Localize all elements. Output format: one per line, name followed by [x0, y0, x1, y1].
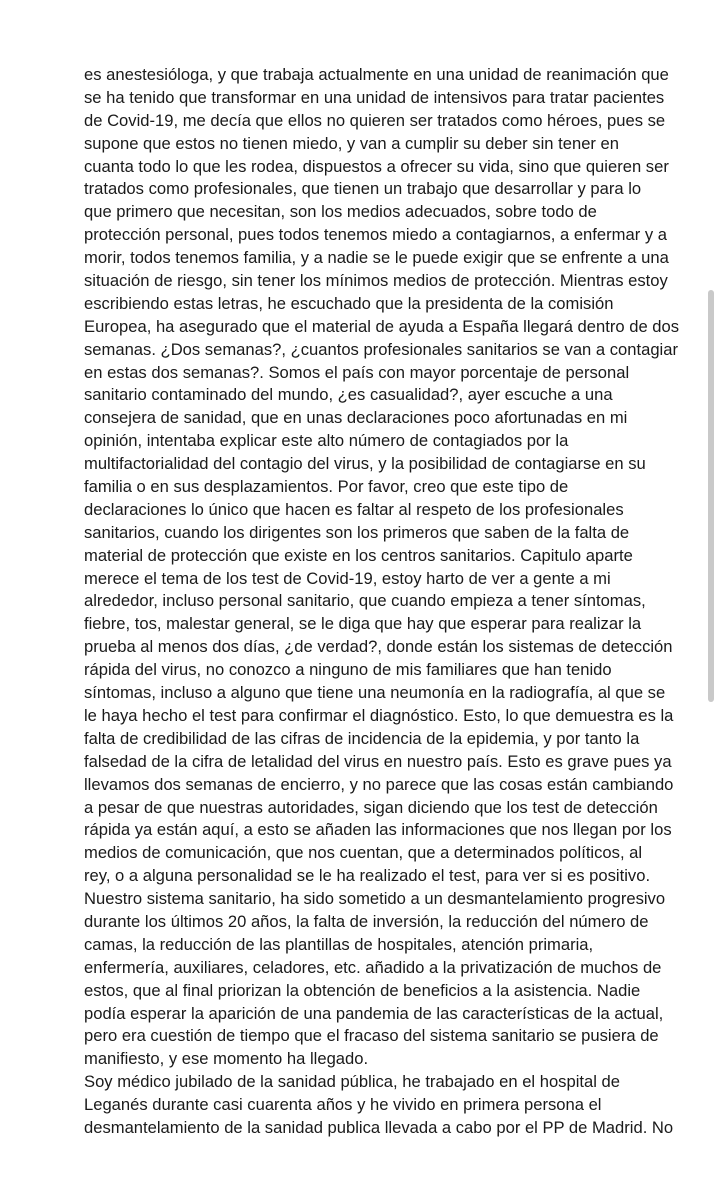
scrollbar-thumb[interactable]: [708, 290, 714, 702]
text-line: rápida ya están aquí, a esto se añaden las informaciones que nos llegan por los: [84, 820, 672, 840]
text-line: camas, la reducción de las plantillas de hospitales, atención primaria,: [84, 934, 594, 954]
text-line: tratados como profesionales, que tienen un trabajo que desarrollar y para lo: [84, 179, 642, 199]
text-line: situación de riesgo, sin tener los mínimos medios de protección. Mientras estoy: [84, 271, 668, 291]
text-line: durante los últimos 20 años, la falta de inversión, la reducción del número de: [84, 911, 649, 931]
text-line: supone que estos no tienen miedo, y van a cumplir su deber sin tener en: [84, 133, 620, 153]
text-line: llevamos dos semanas de encierro, y no parece que las cosas están cambiando: [84, 774, 674, 794]
text-line: falsedad de la cifra de letalidad del virus en nuestro país. Esto es grave pues ya: [84, 751, 672, 771]
text-line: material de protección que existe en los centros sanitarios. Capitulo aparte: [84, 545, 633, 565]
text-line: falta de credibilidad de las cifras de incidencia de la epidemia, y por tanto la: [84, 728, 640, 748]
text-line: se ha tenido que transformar en una unidad de intensivos para tratar pacientes: [84, 87, 665, 107]
text-line: le haya hecho el test para confirmar el diagnóstico. Esto, lo que demuestra es la: [84, 705, 674, 725]
text-line: familia o en sus desplazamientos. Por favor, creo que este tipo de: [84, 477, 569, 497]
text-line: a pesar de que nuestras autoridades, sigan diciendo que los test de detección: [84, 797, 658, 817]
text-line: merece el tema de los test de Covid-19, estoy harto de ver a gente a mi: [84, 568, 611, 588]
text-line: consejera de sanidad, que en unas declaraciones poco afortunadas en mi: [84, 408, 628, 428]
text-line: Soy médico jubilado de la sanidad pública, he trabajado en el hospital de: [84, 1072, 620, 1092]
text-line: prueba al menos dos días, ¿de verdad?, donde están los sistemas de detección: [84, 637, 673, 657]
text-line: Leganés durante casi cuarenta años y he vivido en primera persona el: [84, 1095, 602, 1115]
text-line: rápida del virus, no conozco a ninguno de mis familiares que han tenido: [84, 660, 612, 680]
text-line: fiebre, tos, malestar general, se le diga que hay que esperar para realizar la: [84, 614, 642, 634]
scrollbar-track[interactable]: [707, 0, 719, 1200]
text-line: rey, o a alguna personalidad se le ha realizado el test, para ver si es positivo.: [84, 866, 651, 886]
text-line: manifiesto, y ese momento ha llegado.: [84, 1049, 369, 1069]
text-line: podía esperar la aparición de una pandemia de las características de la actual,: [84, 1003, 664, 1023]
text-line: pero era cuestión de tiempo que el fracaso del sistema sanitario se pusiera de: [84, 1026, 659, 1046]
text-line: sanitarios, cuando los dirigentes son los primeros que saben de la falta de: [84, 522, 630, 542]
text-line: semanas. ¿Dos semanas?, ¿cuantos profesionales sanitarios se van a contagiar: [84, 339, 678, 359]
text-line: es anestesióloga, y que trabaja actualmente en una unidad de reanimación que: [84, 65, 669, 84]
text-line: desmantelamiento de la sanidad publica llevada a cabo por el PP de Madrid. No: [84, 1117, 674, 1137]
text-line: Europea, ha asegurado que el material de ayuda a España llegará dentro de dos: [84, 316, 680, 336]
text-line: multifactorialidad del contagio del virus, y la posibilidad de contagiarse en su: [84, 454, 646, 474]
text-line: sanitario contaminado del mundo, ¿es casualidad?, ayer escuche a una: [84, 385, 613, 405]
text-line: Nuestro sistema sanitario, ha sido sometido a un desmantelamiento progresivo: [84, 889, 666, 909]
text-line: opinión, intentaba explicar este alto número de contagiados por la: [84, 431, 569, 451]
text-line: cuanta todo lo que les rodea, dispuestos a ofrecer su vida, sino que quieren ser: [84, 156, 669, 176]
text-line: síntomas, incluso a alguno que tiene una neumonía en la radiografía, al que se: [84, 683, 666, 703]
text-line: escribiendo estas letras, he escuchado que la presidenta de la comisión: [84, 293, 614, 313]
text-line: protección personal, pues todos tenemos miedo a contagiarnos, a enfermar y a: [84, 225, 667, 245]
text-line: morir, todos tenemos familia, y a nadie se le puede exigir que se enfrente a una: [84, 248, 669, 268]
text-line: medios de comunicación, que nos cuentan, que a determinados políticos, al: [84, 843, 643, 863]
text-line: de Covid-19, me decía que ellos no quieren ser tratados como héroes, pues se: [84, 110, 666, 130]
text-line: enfermería, auxiliares, celadores, etc. añadido a la privatización de muchos de: [84, 957, 662, 977]
text-line: declaraciones lo único que hacen es faltar al respeto de los profesionales: [84, 499, 624, 519]
text-line: que primero que necesitan, son los medios adecuados, sobre todo de: [84, 202, 597, 222]
text-line: estos, que al final priorizan la obtención de beneficios a la asistencia. Nadie: [84, 980, 641, 1000]
document-body: [84, 64, 704, 1140]
text-line: en estas dos semanas?. Somos el país con mayor porcentaje de personal: [84, 362, 630, 382]
text-line: alrededor, incluso personal sanitario, que cuando empieza a tener síntomas,: [84, 591, 646, 611]
